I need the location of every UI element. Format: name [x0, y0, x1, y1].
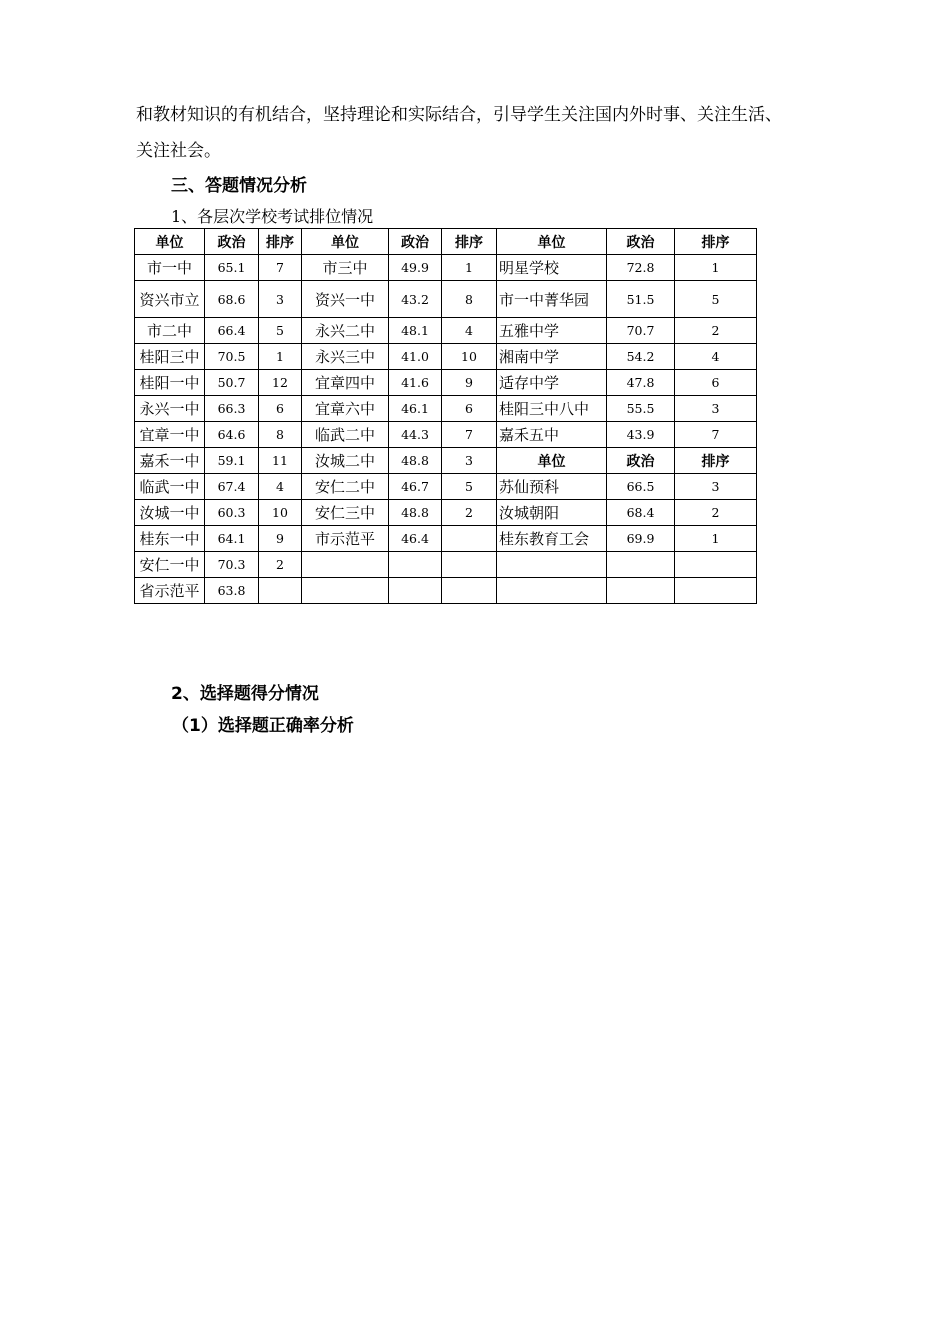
table-row [135, 255, 757, 281]
rank-cell: 6 [442, 396, 497, 422]
header-politics: 政治 [607, 229, 675, 255]
rank-cell: 4 [259, 474, 302, 500]
politics-score-cell: 46.1 [389, 396, 442, 422]
rank-cell [675, 578, 757, 604]
politics-score-cell: 46.7 [389, 474, 442, 500]
table-row [135, 526, 757, 552]
politics-score-cell: 66.4 [205, 318, 259, 344]
unit-cell [302, 552, 389, 578]
unit-cell: 明星学校 [497, 255, 607, 281]
unit-cell: 临武一中 [135, 474, 205, 500]
unit-cell: 汝城朝阳 [497, 500, 607, 526]
unit-cell: 永兴二中 [302, 318, 389, 344]
politics-score-cell: 49.9 [389, 255, 442, 281]
politics-score-cell: 43.9 [607, 422, 675, 448]
unit-cell: 市示范平 [302, 526, 389, 552]
unit-cell: 桂阳一中 [135, 370, 205, 396]
unit-cell [497, 552, 607, 578]
table-row [135, 281, 757, 318]
unit-cell: 安仁二中 [302, 474, 389, 500]
unit-cell: 桂阳三中八中 [497, 396, 607, 422]
unit-cell: 苏仙预科 [497, 474, 607, 500]
rank-cell: 6 [259, 396, 302, 422]
header-rank: 排序 [442, 229, 497, 255]
politics-score-cell: 50.7 [205, 370, 259, 396]
intro-line-2: 关注社会。 [136, 141, 221, 161]
header-rank: 排序 [675, 229, 757, 255]
rank-cell: 8 [259, 422, 302, 448]
rank-cell: 4 [675, 344, 757, 370]
table-row [135, 422, 757, 448]
unit-cell: 桂东一中 [135, 526, 205, 552]
unit-cell: 市二中 [135, 318, 205, 344]
rank-cell: 7 [259, 255, 302, 281]
rank-cell: 3 [675, 474, 757, 500]
table-row [135, 474, 757, 500]
politics-score-cell: 67.4 [205, 474, 259, 500]
rank-cell: 2 [675, 500, 757, 526]
unit-cell: 宜章四中 [302, 370, 389, 396]
rank-cell: 5 [442, 474, 497, 500]
unit-cell: 桂阳三中 [135, 344, 205, 370]
section-2-heading: 2、选择题得分情况 [171, 684, 319, 704]
politics-score-cell: 43.2 [389, 281, 442, 318]
rank-cell: 2 [259, 552, 302, 578]
politics-score-cell: 55.5 [607, 396, 675, 422]
rank-cell: 2 [442, 500, 497, 526]
politics-score-cell: 48.8 [389, 448, 442, 474]
rank-cell: 4 [442, 318, 497, 344]
unit-cell: 安仁三中 [302, 500, 389, 526]
unit-cell: 永兴一中 [135, 396, 205, 422]
politics-score-cell: 66.3 [205, 396, 259, 422]
politics-score-cell: 68.6 [205, 281, 259, 318]
rank-cell [442, 526, 497, 552]
unit-cell: 宜章六中 [302, 396, 389, 422]
politics-score-cell: 59.1 [205, 448, 259, 474]
rank-cell: 1 [259, 344, 302, 370]
table-caption: 1、各层次学校考试排位情况 [171, 207, 374, 226]
table-row [135, 500, 757, 526]
rank-cell: 10 [259, 500, 302, 526]
rank-cell: 9 [259, 526, 302, 552]
table-row [135, 552, 757, 578]
unit-cell: 单位 [497, 448, 607, 474]
politics-score-cell: 63.8 [205, 578, 259, 604]
unit-cell: 资兴一中 [302, 281, 389, 318]
school-ranking-table [134, 228, 757, 604]
table-row [135, 578, 757, 604]
section-2-1-heading: （1）选择题正确率分析 [172, 716, 354, 736]
rank-cell: 11 [259, 448, 302, 474]
unit-cell [302, 578, 389, 604]
rank-cell: 1 [675, 526, 757, 552]
politics-score-cell: 72.8 [607, 255, 675, 281]
table-row [135, 370, 757, 396]
politics-score-cell: 65.1 [205, 255, 259, 281]
header-politics: 政治 [389, 229, 442, 255]
politics-score-cell: 54.2 [607, 344, 675, 370]
unit-cell: 市三中 [302, 255, 389, 281]
rank-cell: 9 [442, 370, 497, 396]
unit-cell: 适存中学 [497, 370, 607, 396]
intro-line-1: 和教材知识的有机结合，坚持理论和实际结合，引导学生关注国内外时事、关注生活、 [136, 105, 782, 125]
rank-cell: 7 [675, 422, 757, 448]
politics-score-cell: 70.7 [607, 318, 675, 344]
rank-cell: 7 [442, 422, 497, 448]
table-row [135, 448, 757, 474]
politics-score-cell: 政治 [607, 448, 675, 474]
table-row [135, 396, 757, 422]
rank-cell: 12 [259, 370, 302, 396]
unit-cell: 宜章一中 [135, 422, 205, 448]
politics-score-cell: 60.3 [205, 500, 259, 526]
politics-score-cell: 48.8 [389, 500, 442, 526]
table-row [135, 318, 757, 344]
politics-score-cell [389, 578, 442, 604]
header-unit: 单位 [135, 229, 205, 255]
unit-cell: 市一中 [135, 255, 205, 281]
rank-cell [675, 552, 757, 578]
unit-cell: 资兴市立 [135, 281, 205, 318]
table-row [135, 344, 757, 370]
politics-score-cell: 64.6 [205, 422, 259, 448]
unit-cell: 嘉禾一中 [135, 448, 205, 474]
header-politics: 政治 [205, 229, 259, 255]
unit-cell: 汝城二中 [302, 448, 389, 474]
section-3-heading: 三、答题情况分析 [171, 176, 307, 196]
politics-score-cell: 70.3 [205, 552, 259, 578]
politics-score-cell [607, 552, 675, 578]
table-header-row [135, 229, 757, 255]
unit-cell: 嘉禾五中 [497, 422, 607, 448]
rank-cell: 3 [675, 396, 757, 422]
politics-score-cell: 70.5 [205, 344, 259, 370]
unit-cell: 桂东教育工会 [497, 526, 607, 552]
politics-score-cell: 44.3 [389, 422, 442, 448]
politics-score-cell [607, 578, 675, 604]
rank-cell [259, 578, 302, 604]
rank-cell: 5 [259, 318, 302, 344]
politics-score-cell: 41.0 [389, 344, 442, 370]
politics-score-cell: 48.1 [389, 318, 442, 344]
rank-cell: 1 [675, 255, 757, 281]
rank-cell: 5 [675, 281, 757, 318]
unit-cell: 市一中菁华园 [497, 281, 607, 318]
politics-score-cell: 69.9 [607, 526, 675, 552]
rank-cell: 6 [675, 370, 757, 396]
header-unit: 单位 [497, 229, 607, 255]
unit-cell: 临武二中 [302, 422, 389, 448]
header-unit: 单位 [302, 229, 389, 255]
politics-score-cell: 64.1 [205, 526, 259, 552]
rank-cell: 10 [442, 344, 497, 370]
rank-cell [442, 552, 497, 578]
unit-cell: 省示范平 [135, 578, 205, 604]
unit-cell [497, 578, 607, 604]
rank-cell: 3 [259, 281, 302, 318]
header-rank: 排序 [259, 229, 302, 255]
politics-score-cell: 41.6 [389, 370, 442, 396]
politics-score-cell: 47.8 [607, 370, 675, 396]
unit-cell: 安仁一中 [135, 552, 205, 578]
rank-cell: 3 [442, 448, 497, 474]
politics-score-cell: 66.5 [607, 474, 675, 500]
politics-score-cell [389, 552, 442, 578]
unit-cell: 五雅中学 [497, 318, 607, 344]
rank-cell: 2 [675, 318, 757, 344]
rank-cell [442, 578, 497, 604]
unit-cell: 汝城一中 [135, 500, 205, 526]
politics-score-cell: 68.4 [607, 500, 675, 526]
unit-cell: 湘南中学 [497, 344, 607, 370]
intro-paragraph [136, 97, 866, 169]
rank-cell: 8 [442, 281, 497, 318]
politics-score-cell: 46.4 [389, 526, 442, 552]
rank-cell: 排序 [675, 448, 757, 474]
unit-cell: 永兴三中 [302, 344, 389, 370]
politics-score-cell: 51.5 [607, 281, 675, 318]
rank-cell: 1 [442, 255, 497, 281]
